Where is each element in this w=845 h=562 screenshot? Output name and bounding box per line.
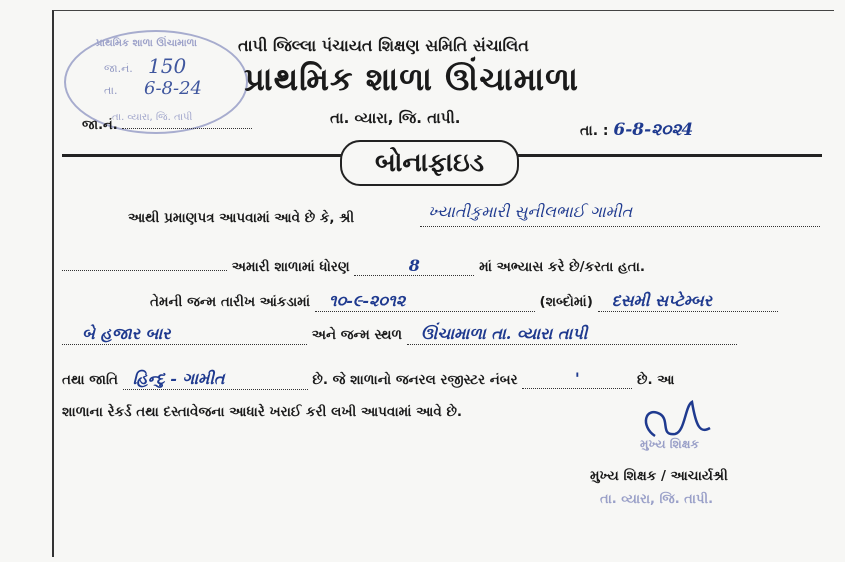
dob-words-2: બે હજાર બાર [82,324,171,343]
line3-prefix: તેમની જન્મ તારીખ આંકડામાં [150,294,311,310]
student-name: ખ્યાતીકુમારી સુનીલભાઈ ગામીત [428,202,633,221]
body-line-6: શાળાના રેકર્ડ તથા દસ્તાવેજના આધારે ખરાઈ કરી લખી આપવામાં આવે છે. [62,404,463,420]
dob-digits-line [315,291,535,312]
birthplace: ઊંચામાળા તા. વ્યારા તાપી [420,324,588,343]
gr-number: ' [574,369,580,388]
line1-prefix: આથી પ્રમાણપત્ર આપવામાં આવે છે કે, શ્રી [128,210,355,226]
birthplace-line [407,324,737,345]
stamp-row1-label: જા.નં. [104,62,133,75]
caste: હિન્દુ - ગામીત [132,369,225,388]
dob-words-line-1 [598,291,778,312]
stamp-title: પ્રાથમિક શાળા ઊંચામાળા [96,38,197,49]
school-name: પ્રાથમિક શાળા ઊંચામાળા [244,60,579,98]
jan-number-field [82,118,252,133]
body-line-3 [150,291,778,312]
line3-mid: (શબ્દોમાં) [539,294,593,310]
date-label: તા. : [580,123,609,139]
body-line-2 [62,256,645,276]
dob-digits: ૧૦-૯-૨૦૧૨ [328,291,406,310]
body-line-5 [62,369,674,390]
dob-words-1: દસમી સપ્ટેમ્બર [611,291,712,310]
line4-mid: અને જન્મ સ્થળ [311,327,403,343]
body-line-1 [128,210,354,226]
body-line-4 [62,324,737,345]
line5-prefix: તથા જાતિ [62,372,118,388]
jan-dots [122,128,252,129]
standard-line [354,256,474,276]
line2-suffix: માં અભ્યાસ કરે છે/કરતા હતા. [479,259,646,275]
stamp-row2-label: તા. [104,84,118,97]
jan-label: જા.નં. [82,118,118,133]
certificate-title: બોનાફાઇડ [340,140,519,186]
stamp-bottom: તા. વ્યારા, જિ. તાપી [112,112,193,123]
line5-suffix: છે. આ [637,372,675,388]
signature-stamp-top: મુખ્ય શિક્ષક [640,437,699,451]
signature-place: તા. વ્યારા, જિ. તાપી. [600,492,714,507]
date-field [580,120,693,140]
organization-heading: તાપી જિલ્લા પંચાયત શિક્ષણ સમિતિ સંચાલિત [238,36,529,55]
line2-mid: અમારી શાળામાં ધોરણ [231,259,350,275]
line5-mid: છે. જે શાળાનો જનરલ રજીસ્ટર નંબર [312,372,518,388]
line2-dots [62,270,227,271]
dob-words-line-2 [62,324,307,345]
date-value: 6-8-૨૦૨4 [613,120,694,140]
signature-label: મુખ્ય શિક્ષક / આચાર્યશ્રી [590,468,728,484]
gr-number-line [522,369,632,389]
caste-line [123,369,308,390]
stamp-row2-value: 6-8-24 [144,78,202,99]
student-name-line [420,202,820,227]
school-address: તા. વ્યારા, જિ. તાપી. [330,109,461,127]
stamp-row1-value: 150 [148,54,187,78]
standard-value: 8 [408,256,420,275]
